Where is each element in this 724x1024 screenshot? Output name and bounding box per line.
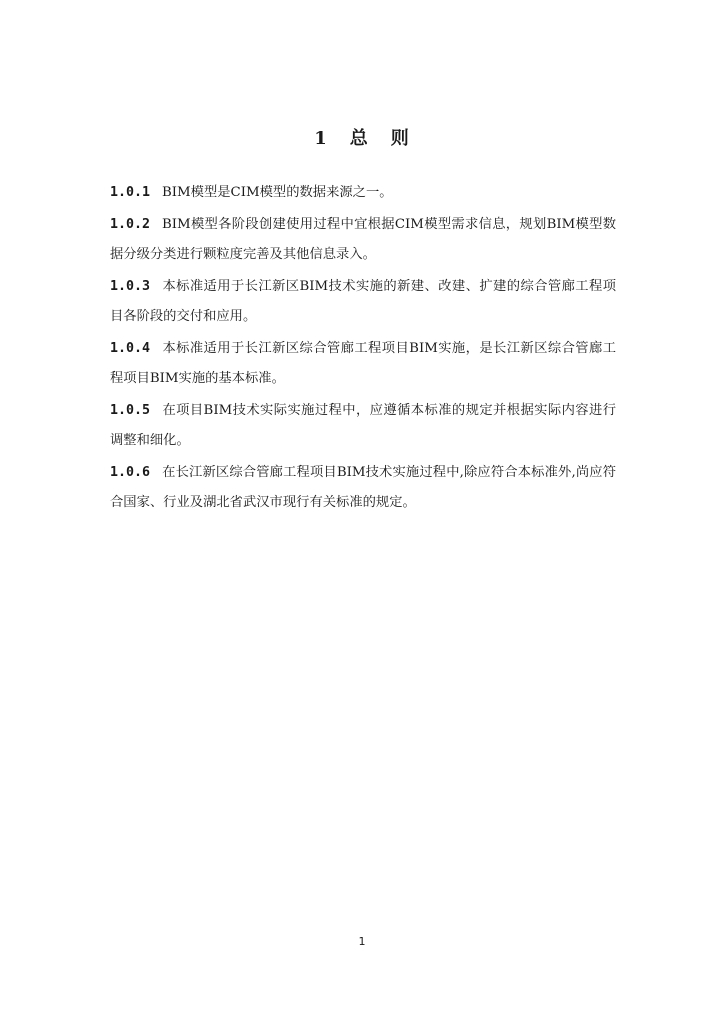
clause-1-0-4 [110,334,616,394]
clause-1-0-2 [110,210,616,270]
chapter-title [0,124,724,150]
clause-list [110,178,616,520]
clause-text: BIM模型各阶段创建使用过程中宜根据CIM模型需求信息，规划BIM模型数据分级分类进行颗粒度完善及其他信息录入。 [110,217,616,262]
chapter-title-char-2: 则 [390,128,410,149]
clause-1-0-5 [110,396,616,456]
clause-text: 在项目BIM技术实际实施过程中，应遵循本标准的规定并根据实际内容进行调整和细化。 [110,403,616,448]
clause-1-0-3 [110,272,616,332]
clause-text: 本标准适用于长江新区综合管廊工程项目BIM实施，是长江新区综合管廊工程项目BIM实施的基本标准。 [110,341,616,386]
clause-number: 1.0.3 [110,279,151,294]
clause-text: 本标准适用于长江新区BIM技术实施的新建、改建、扩建的综合管廊工程项目各阶段的交付和应用。 [110,279,616,324]
clause-number: 1.0.2 [110,217,151,232]
clause-number: 1.0.1 [110,185,151,200]
clause-1-0-6 [110,458,616,518]
clause-text: BIM模型是CIM模型的数据来源之一。 [162,185,393,200]
chapter-number: 1 [314,128,328,149]
page-number: 1 [358,935,366,948]
chapter-title-char-1: 总 [349,128,369,149]
clause-number: 1.0.6 [110,465,151,480]
clause-number: 1.0.5 [110,403,151,418]
clause-number: 1.0.4 [110,341,151,356]
clause-text: 在长江新区综合管廊工程项目BIM技术实施过程中,除应符合本标准外,尚应符合国家、行业及湖北省武汉市现行有关标准的规定。 [110,465,616,510]
clause-1-0-1 [110,178,616,208]
